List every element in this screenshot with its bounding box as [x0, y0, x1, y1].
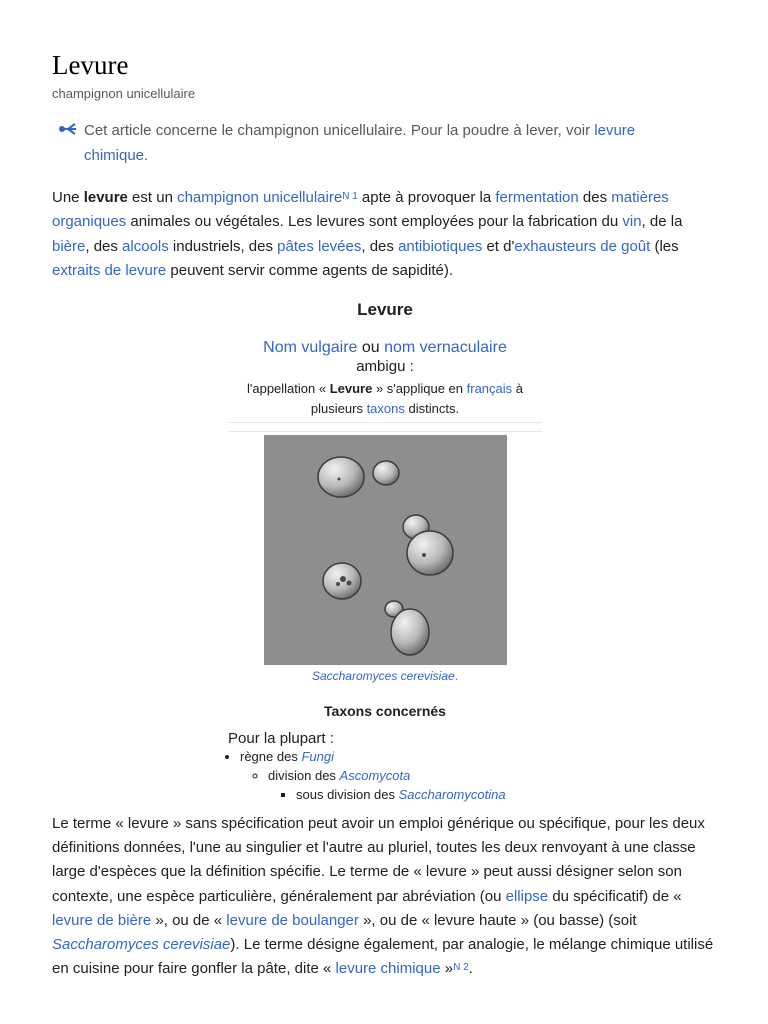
link-nom-vernaculaire[interactable]: nom vernaculaire	[384, 339, 507, 356]
text: », ou de « levure haute » (ou basse) (soit	[358, 911, 637, 929]
hatnote	[58, 118, 698, 168]
infobox-ambigu: ambigu :	[356, 358, 414, 375]
link-antibiotiques[interactable]: antibiotiques	[398, 237, 483, 255]
text: règne des	[240, 749, 302, 764]
page-title: Levure	[52, 50, 129, 80]
link-saccharomyces-cerevisiae[interactable]: Saccharomyces cerevisiae	[311, 669, 455, 683]
divider	[228, 422, 542, 423]
link-nom-vulgaire[interactable]: Nom vulgaire	[263, 339, 358, 356]
text: l'appellation «	[246, 381, 330, 396]
hatnote-end: .	[144, 147, 149, 164]
list-item	[296, 785, 542, 804]
text: peuvent servir comme agents de sapidité).	[166, 261, 454, 279]
bold-levure: Levure	[329, 381, 373, 396]
text: et d'	[482, 237, 515, 255]
infobox	[228, 296, 542, 804]
link-ascomycota[interactable]: Ascomycota	[339, 768, 411, 783]
infobox-nom	[228, 338, 542, 357]
text: », ou de «	[151, 911, 227, 929]
taxons-list	[228, 730, 542, 804]
list-item	[240, 747, 542, 804]
text: est un	[127, 189, 178, 206]
link-exhausteurs-de-gout[interactable]: exhausteurs de goût	[514, 237, 651, 255]
link-biere[interactable]: bière	[52, 237, 86, 255]
note-n2[interactable]: N 2	[453, 962, 469, 974]
link-matieres-organiques[interactable]: matières organiques	[52, 189, 669, 231]
link-ellipse[interactable]: ellipse	[505, 887, 549, 905]
text: » s'applique en	[372, 381, 467, 396]
text: apte à provoquer la	[357, 189, 496, 206]
intro-paragraph	[52, 186, 716, 283]
image-caption	[228, 669, 542, 683]
body-paragraph	[52, 812, 724, 981]
link-saccharomyces-cerevisiae-2[interactable]: Saccharomyces cerevisiae	[52, 936, 231, 954]
text: , des	[361, 237, 399, 255]
link-francais[interactable]: français	[466, 381, 513, 396]
text: »	[440, 960, 454, 978]
text: ). Le terme désigne également, par analogie, le mélange chimique utilisé en cuisine pour faire gonfler la pâte, dite «	[52, 936, 714, 978]
link-levure-chimique[interactable]: levure chimique	[84, 122, 636, 164]
text: .	[454, 669, 459, 683]
link-levure-chimique-2[interactable]: levure chimique	[335, 960, 441, 978]
taxons-intro: Pour la plupart :	[228, 730, 334, 747]
link-taxons[interactable]: taxons	[366, 401, 405, 416]
list-item	[268, 766, 542, 804]
bold-levure: levure	[83, 189, 128, 206]
text: du spécificatif) de «	[548, 887, 682, 905]
text: ou	[357, 339, 385, 356]
link-champignon-unicellulaire[interactable]: champignon unicellulaire	[177, 189, 343, 206]
text: , des	[85, 237, 123, 255]
text: Une	[52, 189, 84, 206]
text: (les	[650, 237, 679, 255]
page-subtitle: champignon unicellulaire	[52, 86, 196, 101]
link-fermentation[interactable]: fermentation	[495, 189, 579, 206]
infobox-appellation	[228, 379, 542, 419]
text: industriels, des	[168, 237, 278, 255]
text: distincts.	[404, 401, 460, 416]
link-alcools[interactable]: alcools	[122, 237, 169, 255]
text: , de la	[641, 213, 683, 231]
link-levure-de-biere[interactable]: levure de bière	[52, 911, 152, 929]
text: Le terme « levure » sans spécification peut avoir un emploi générique ou spécifique, pour les deux définitions données, l'une au singulier et l'autre au pluriel, toutes les deux renvoyant à une classe large d'espèces que la définition spécifie. Le terme de « levure » peut aussi désigner selon son contexte, une espèce particulière, généralement par abréviation (ou	[52, 815, 705, 905]
taxons-heading: Taxons concernés	[324, 703, 446, 719]
link-fungi[interactable]: Fungi	[301, 749, 334, 764]
text: division des	[268, 768, 340, 783]
link-extraits-de-levure[interactable]: extraits de levure	[52, 261, 167, 279]
link-vin[interactable]: vin	[622, 213, 642, 231]
text: animales ou végétales. Les levures sont employées pour la fabrication du	[126, 213, 623, 231]
note-n1[interactable]: N 1	[342, 191, 358, 202]
text: des	[578, 189, 612, 206]
infobox-title: Levure	[357, 300, 413, 319]
hatnote-text: Cet article concerne le champignon unicellulaire. Pour la poudre à lever, voir	[84, 122, 595, 139]
link-pates-levees[interactable]: pâtes levées	[277, 237, 362, 255]
link-levure-de-boulanger[interactable]: levure de boulanger	[226, 911, 359, 929]
text: à plusieurs	[310, 381, 523, 416]
text: sous division des	[296, 787, 399, 802]
disambiguation-icon	[58, 122, 78, 136]
divider	[228, 431, 542, 432]
yeast-microscope-image[interactable]	[264, 435, 507, 665]
text: .	[468, 960, 473, 978]
link-saccharomycotina[interactable]: Saccharomycotina	[398, 787, 506, 802]
